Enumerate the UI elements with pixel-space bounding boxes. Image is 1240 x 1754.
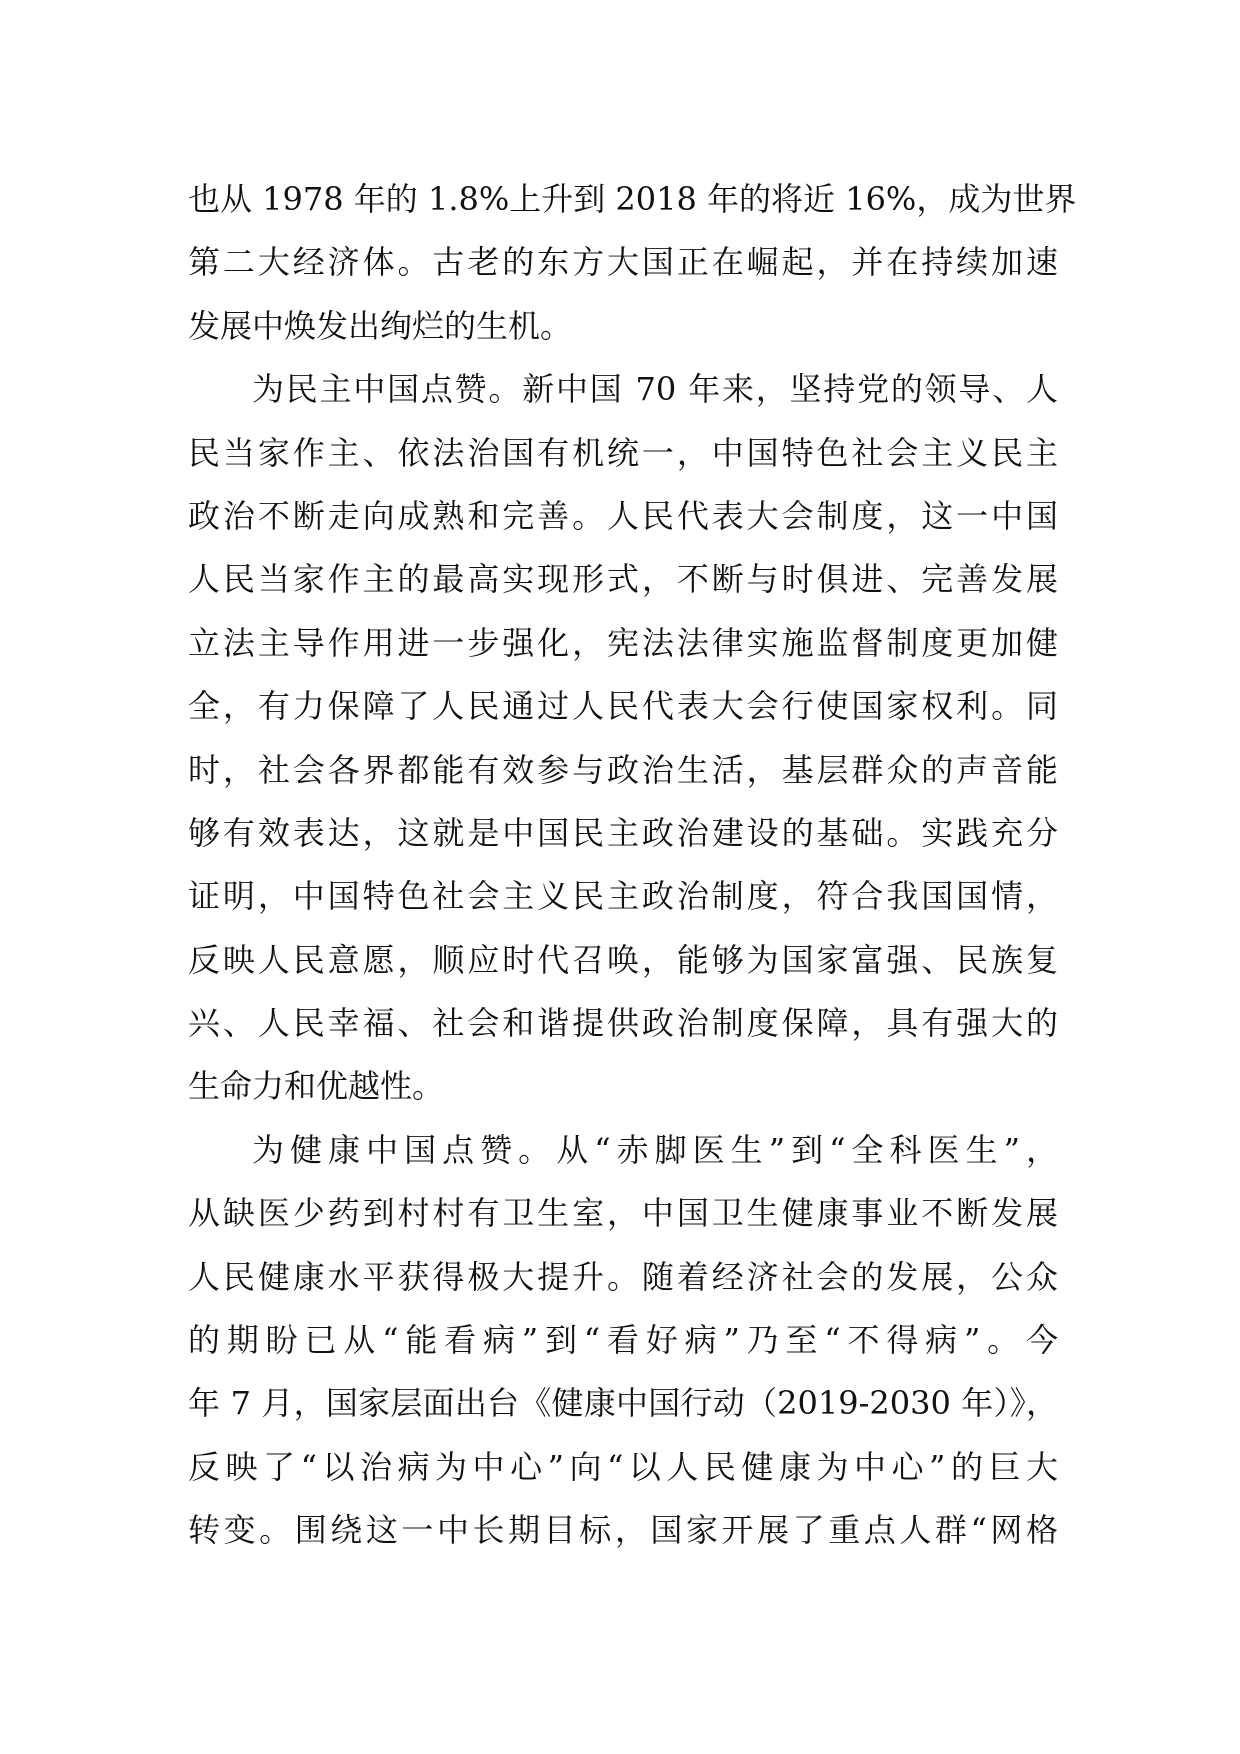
text-line: 转变。围绕这一中长期目标，国家开展了重点人群“网格 [188,1511,1058,1550]
text-line: 民当家作主、依法治国有机统一，中国特色社会主义民主 [188,433,1058,472]
text-line: 的期盼已从“能看病”到“看好病”乃至“不得病”。今 [188,1321,1058,1360]
paragraph [188,1119,1058,1563]
text-line: 全，有力保障了人民通过人民代表大会行使国家权利。同 [188,687,1058,726]
text-line: 反映人民意愿，顺应时代召唤，能够为国家富强、民族复 [188,940,1058,979]
text-line: 年 7 月，国家层面出台《健康中国行动（2019-2030 年）》， [188,1384,1058,1423]
text-line: 第二大经济体。古老的东方大国正在崛起，并在持续加速 [188,243,1058,282]
text-line: 反映了“以治病为中心”向“以人民健康为中心”的巨大 [188,1447,1058,1486]
text-line: 立法主导作用进一步强化，宪法法律实施监督制度更加健 [188,623,1058,662]
text-line: 兴、人民幸福、社会和谐提供政治制度保障，具有强大的 [188,1004,1058,1043]
paragraph [188,168,1077,358]
text-line: 生命力和优越性。 [188,1067,445,1106]
text-line: 够有效表达，这就是中国民主政治建设的基础。实践充分 [188,813,1058,852]
paragraph [188,358,1058,1119]
text-line: 从缺医少药到村村有卫生室，中国卫生健康事业不断发展 [188,1194,1058,1233]
text-line: 政治不断走向成熟和完善。人民代表大会制度，这一中国 [188,496,1058,535]
text-line: 也从 1978 年的 1.8%上升到 2018 年的将近 16%，成为世界 [188,180,1077,218]
text-line: 证明，中国特色社会主义民主政治制度，符合我国国情， [188,877,1058,916]
text-line: 为民主中国点赞。新中国 70 年来，坚持党的领导、人 [252,370,1058,409]
body-text [188,168,1077,1563]
text-line: 发展中焕发出绚烂的生机。 [188,306,573,345]
text-line: 时，社会各界都能有效参与政治生活，基层群众的声音能 [188,750,1058,789]
text-line: 人民当家作主的最高实现形式，不断与时俱进、完善发展 [188,560,1058,599]
text-line: 为健康中国点赞。从“赤脚医生”到“全科医生”， [252,1130,1058,1169]
text-line: 人民健康水平获得极大提升。随着经济社会的发展，公众 [188,1257,1058,1296]
